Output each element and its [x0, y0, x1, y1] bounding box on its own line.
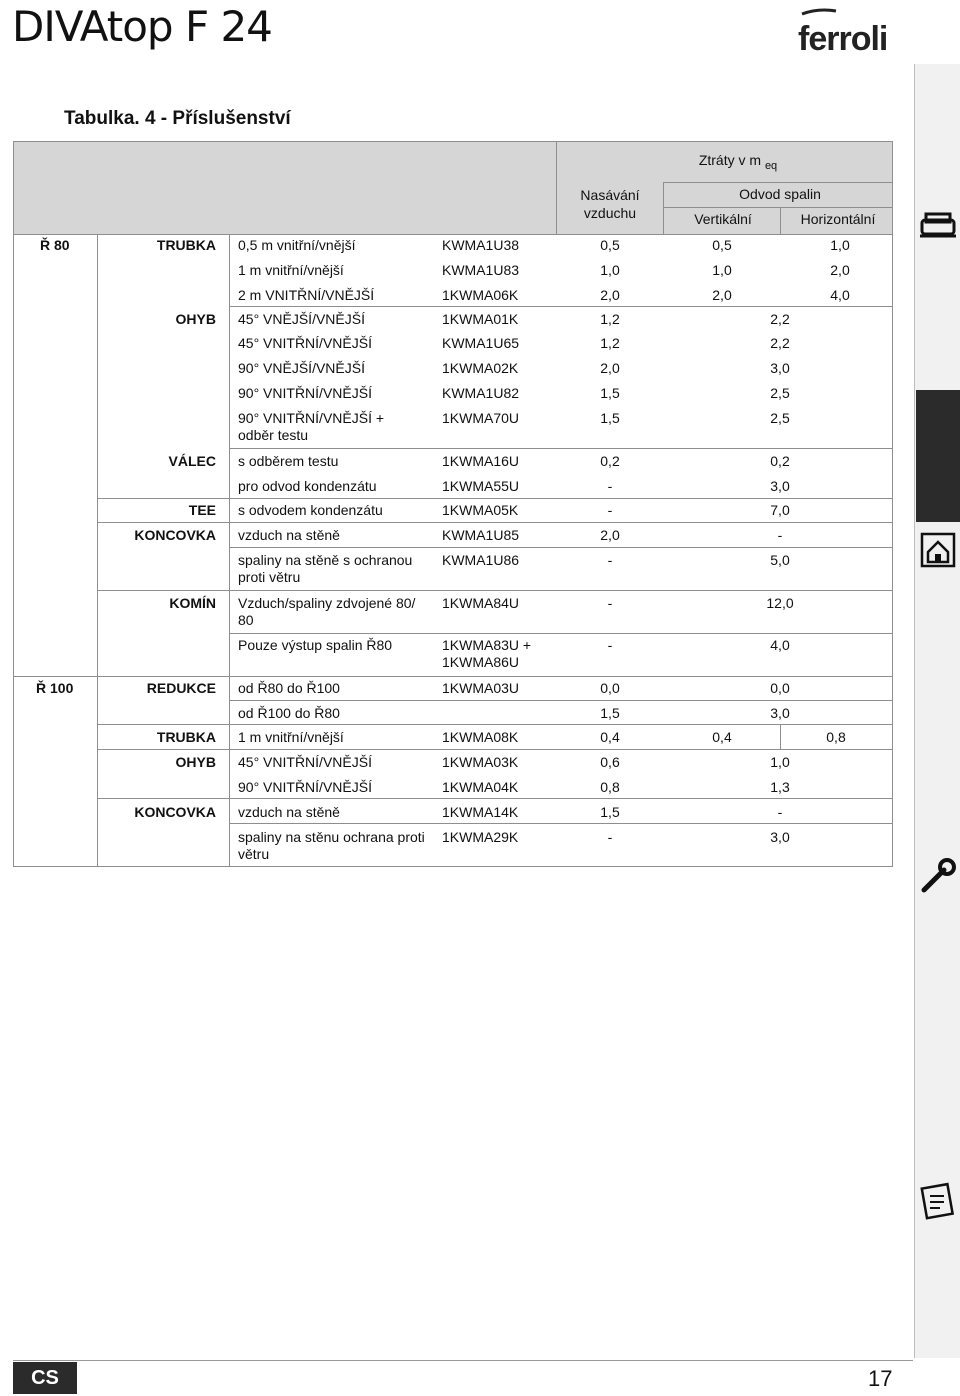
row-code: 1KWMA08K [442, 729, 519, 745]
row-code: 1KWMA05K [442, 502, 519, 518]
row-code: 1KWMA29K [442, 829, 519, 845]
row-code: KWMA1U38 [442, 237, 520, 253]
intake-value: 1,5 [600, 804, 620, 820]
exhaust-value: 3,0 [770, 705, 790, 721]
intake-header: Nasávání vzduchu [580, 187, 640, 221]
house-icon[interactable] [918, 530, 958, 570]
row-description: 90° VNITŘNÍ/VNĚJŠÍ + odběr testu [238, 410, 385, 443]
row-description: Pouze výstup spalin Ř80 [238, 637, 393, 653]
row-code: KWMA1U65 [442, 335, 520, 351]
row-description: vzduch na stěně [238, 804, 340, 820]
exhaust-value: 1,3 [770, 779, 790, 795]
row-code: 1KWMA04K [442, 779, 519, 795]
intake-value: 2,0 [600, 527, 620, 543]
intake-value: 0,2 [600, 453, 620, 469]
exhaust-value: 0,2 [770, 453, 790, 469]
horizontal-value: 0,8 [826, 729, 846, 745]
intake-value: 2,0 [600, 287, 620, 303]
group-label: TRUBKA [156, 237, 216, 253]
row-description: 2 m VNITŘNÍ/VNĚJŠÍ [238, 287, 375, 303]
intake-value: 0,4 [600, 729, 620, 745]
intake-value: - [607, 478, 613, 494]
row-description: od Ř100 do Ř80 [238, 705, 340, 721]
intake-value: 1,5 [600, 385, 620, 401]
row-description: 45° VNĚJŠÍ/VNĚJŠÍ [238, 311, 365, 327]
vertical-value: 0,4 [712, 729, 732, 745]
exhaust-value: 2,5 [770, 410, 790, 426]
exhaust-value: 7,0 [770, 502, 790, 518]
group-label: REDUKCE [146, 680, 216, 696]
active-section-tab[interactable] [916, 390, 960, 522]
exhaust-value: 0,0 [770, 680, 790, 696]
intake-value: - [607, 595, 613, 611]
exhaust-value: 3,0 [770, 829, 790, 845]
row-description: vzduch na stěně [238, 527, 340, 543]
intake-value: 0,5 [600, 237, 620, 253]
row-code: 1KWMA14K [442, 804, 519, 820]
intake-value: - [607, 502, 613, 518]
exhaust-value: 2,2 [770, 311, 790, 327]
row-description: 45° VNITŘNÍ/VNĚJŠÍ [238, 335, 372, 351]
intake-value: 1,0 [600, 262, 620, 278]
row-description: s odvodem kondenzátu [238, 502, 383, 518]
document-title: DIVAtop F 24 [12, 2, 272, 51]
group-label: TEE [188, 502, 216, 518]
row-description: 0,5 m vnitřní/vnější [238, 237, 356, 253]
diameter-label: Ř 80 [40, 237, 70, 253]
row-code: KWMA1U83 [442, 262, 520, 278]
exhaust-value: - [777, 804, 783, 820]
row-code: 1KWMA83U + 1KWMA86U [442, 637, 532, 670]
intake-value: - [607, 829, 613, 845]
group-label: TRUBKA [156, 729, 216, 745]
row-description: pro odvod kondenzátu [238, 478, 377, 494]
vertical-value: 1,0 [712, 262, 732, 278]
exhaust-value: 4,0 [770, 637, 790, 653]
row-code: 1KWMA01K [442, 311, 519, 327]
row-description: 90° VNITŘNÍ/VNĚJŠÍ [238, 385, 372, 401]
intake-value: 0,8 [600, 779, 620, 795]
row-description: od Ř80 do Ř100 [238, 680, 340, 696]
row-code: KWMA1U86 [442, 552, 520, 568]
exhaust-header: Odvod spalin [739, 186, 821, 202]
svg-text:ferroli: ferroli [798, 20, 888, 56]
row-description: s odběrem testu [238, 453, 339, 469]
row-code: 1KWMA06K [442, 287, 519, 303]
table-header-blank [13, 141, 557, 235]
intake-value: 2,0 [600, 360, 620, 376]
row-code: KWMA1U82 [442, 385, 520, 401]
row-code: 1KWMA70U [442, 410, 520, 426]
intake-value: 1,5 [600, 410, 620, 426]
exhaust-value: 3,0 [770, 360, 790, 376]
side-navigation-strip [914, 64, 960, 1358]
row-code: 1KWMA03K [442, 754, 519, 770]
vertical-value: 2,0 [712, 287, 732, 303]
row-code: 1KWMA55U [442, 478, 520, 494]
row-code: 1KWMA84U [442, 595, 520, 611]
language-badge: CS [13, 1362, 77, 1394]
checklist-icon[interactable] [918, 1180, 958, 1220]
diameter-label: Ř 100 [36, 680, 74, 696]
row-description: 90° VNITŘNÍ/VNĚJŠÍ [238, 779, 372, 795]
exhaust-value: 1,0 [770, 754, 790, 770]
page-number: 17 [868, 1366, 893, 1391]
footer-divider [13, 1360, 913, 1361]
group-label: KONCOVKA [134, 527, 216, 543]
horizontal-value: 1,0 [830, 237, 850, 253]
sofa-icon[interactable] [918, 206, 958, 246]
exhaust-value: - [777, 527, 783, 543]
intake-value: - [607, 637, 613, 653]
losses-unit-sub: eq [764, 159, 778, 172]
row-description: 90° VNĚJŠÍ/VNĚJŠÍ [238, 360, 365, 376]
table-caption: Tabulka. 4 - Příslušenství [64, 108, 291, 129]
exhaust-value: 2,5 [770, 385, 790, 401]
losses-label: Ztráty v m [698, 152, 762, 168]
exhaust-value: 2,2 [770, 335, 790, 351]
group-label: OHYB [175, 311, 216, 327]
row-description: Vzduch/spaliny zdvojené 80/ 80 [238, 595, 416, 628]
row-code: 1KWMA16U [442, 453, 520, 469]
group-label: VÁLEC [168, 453, 216, 469]
exhaust-value: 5,0 [770, 552, 790, 568]
ferroli-logo [796, 8, 896, 56]
vertical-header: Vertikální [694, 211, 752, 227]
row-code: 1KWMA02K [442, 360, 519, 376]
group-label: OHYB [175, 754, 216, 770]
horizontal-header: Horizontální [800, 211, 876, 227]
row-code: KWMA1U85 [442, 527, 520, 543]
intake-value: 1,2 [600, 335, 620, 351]
exhaust-value: 12,0 [766, 595, 794, 611]
group-label: KOMÍN [169, 595, 216, 611]
row-description: spaliny na stěnu ochrana proti větru [238, 829, 425, 862]
row-code: 1KWMA03U [442, 680, 520, 696]
row-description: spaliny na stěně s ochranou proti větru [238, 552, 413, 585]
horizontal-value: 2,0 [830, 262, 850, 278]
vertical-value: 0,5 [712, 237, 732, 253]
row-description: 1 m vnitřní/vnější [238, 262, 344, 278]
intake-value: 1,2 [600, 311, 620, 327]
horizontal-value: 4,0 [830, 287, 850, 303]
wrench-icon[interactable] [918, 856, 958, 896]
losses-header [663, 152, 813, 172]
intake-value: - [607, 552, 613, 568]
exhaust-value: 3,0 [770, 478, 790, 494]
intake-value: 1,5 [600, 705, 620, 721]
group-label: KONCOVKA [134, 804, 216, 820]
row-description: 45° VNITŘNÍ/VNĚJŠÍ [238, 754, 372, 770]
intake-value: 0,0 [600, 680, 620, 696]
intake-value: 0,6 [600, 754, 620, 770]
row-description: 1 m vnitřní/vnější [238, 729, 344, 745]
